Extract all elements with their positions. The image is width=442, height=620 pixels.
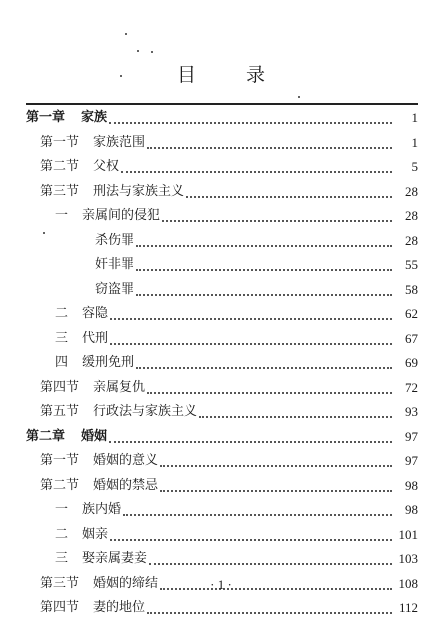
toc-entry-page: 101: [398, 526, 418, 542]
page-number-footer: · 1 ·: [210, 577, 232, 592]
dot-leader: [160, 441, 392, 467]
dot-leader: [147, 123, 392, 149]
toc-entry-label: [40, 376, 145, 400]
toc-entry-text: 家族范围: [93, 134, 146, 150]
toc-entry-page: 108: [398, 575, 418, 591]
toc-entry-text: 娶亲属妻妾: [82, 551, 148, 566]
toc-entry-number: 一: [55, 502, 69, 517]
toc-entry-label: [55, 547, 147, 571]
toc-entry-number: 四: [55, 355, 69, 370]
toc-entry-number: 第二节: [40, 477, 80, 493]
toc-entry-label: [55, 327, 108, 351]
toc-entry-text: 家族: [81, 110, 108, 125]
toc-entry-page: 98: [405, 502, 418, 517]
dot-leader: [110, 515, 392, 541]
toc-entry-label: [95, 253, 134, 277]
toc-entry-label: [26, 425, 107, 449]
dot-leader: [110, 294, 392, 320]
toc-entry-number: 一: [55, 208, 69, 223]
toc-entry-page: 103: [398, 551, 418, 566]
toc-entry-text: 亲属间的侵犯: [82, 208, 161, 223]
toc-entry-section: [40, 596, 418, 620]
toc-entry-text: 婚姻的缔结: [93, 575, 159, 591]
toc-entry-number: 第五节: [40, 404, 80, 419]
dot-leader: [186, 172, 392, 198]
toc-entry-page: 1: [411, 110, 418, 125]
toc-entry-number: 第一章: [26, 110, 66, 125]
toc-entry-text: 婚姻的意义: [93, 453, 159, 468]
toc-entry-number: 三: [55, 551, 69, 566]
scan-speck: [125, 33, 127, 35]
toc-entry-text: 族内婚: [82, 502, 122, 517]
toc-entry-label: [40, 449, 158, 473]
toc-entry-number: 第四节: [40, 600, 80, 615]
toc-entry-page: 67: [405, 330, 418, 346]
toc-entry-text: 缓刑免刑: [82, 355, 135, 370]
toc-entry-text: 窃盗罪: [95, 281, 135, 297]
toc-entry-text: 代刑: [82, 330, 109, 346]
toc-entry-label: [40, 155, 119, 179]
toc-title: [0, 60, 442, 87]
toc-entry-text: 杀伤罪: [95, 232, 135, 248]
scan-speck: [137, 50, 139, 52]
toc-entry-number: 第二节: [40, 159, 80, 174]
toc-entry-number: 第二章: [26, 428, 66, 444]
toc-title-left: 目: [176, 64, 196, 86]
dot-leader: [109, 417, 392, 443]
toc-title-right: 录: [246, 64, 266, 86]
scan-speck: [151, 51, 153, 53]
toc-entry-page: 112: [398, 600, 418, 615]
toc-entry-number: 第三节: [40, 575, 80, 591]
toc-entry-text: 妻的地位: [93, 600, 146, 615]
toc-entry-text: 姻亲: [82, 526, 109, 542]
dot-leader: [109, 98, 392, 124]
toc-entry-page: 58: [405, 281, 418, 297]
toc-entry-text: 婚姻: [81, 428, 108, 444]
toc-entry-text: 婚姻的禁忌: [93, 477, 159, 493]
dot-leader: [136, 343, 392, 369]
toc-entry-page: 69: [405, 355, 418, 370]
toc-entry-page: 1: [411, 134, 418, 150]
toc-entry-label: [55, 523, 108, 547]
toc-entry-page: 28: [405, 232, 418, 248]
toc-entry-page: 98: [405, 477, 418, 493]
toc-entry-page: 28: [405, 208, 418, 223]
toc-entry-page: 62: [405, 306, 418, 321]
toc-entry-page: 72: [405, 379, 418, 395]
dot-leader: [121, 147, 392, 173]
toc-entry-label: [26, 106, 107, 130]
toc-entry-text: 行政法与家族主义: [93, 404, 198, 419]
toc-entry-number: 三: [55, 330, 69, 346]
dot-leader: [147, 368, 392, 394]
dot-leader: [136, 221, 392, 247]
scan-speck: [43, 232, 45, 234]
toc-entry-number: 第四节: [40, 379, 80, 395]
dot-leader: [136, 270, 392, 296]
dot-leader: [160, 466, 392, 492]
toc-entry-page: 97: [405, 453, 418, 468]
toc-entry-page: 28: [405, 183, 418, 199]
toc-entry-text: 奸非罪: [95, 257, 135, 272]
toc-entry-text: 父权: [93, 159, 120, 174]
toc-entry-number: 第三节: [40, 183, 80, 199]
toc-entry-text: 亲属复仇: [93, 379, 146, 395]
dot-leader: [136, 245, 392, 271]
toc-entry-label: [55, 351, 134, 375]
toc-entry-number: 二: [55, 306, 69, 321]
toc-entry-number: 第一节: [40, 453, 80, 468]
toc-entry-label: [40, 596, 145, 620]
toc-entry-label: [95, 229, 134, 253]
toc-entry-page: 93: [405, 404, 418, 419]
dot-leader: [110, 319, 392, 345]
dot-leader: [162, 196, 392, 222]
toc-entry-page: 5: [411, 159, 418, 174]
dot-leader: [123, 490, 392, 516]
toc-entry-page: 97: [405, 428, 418, 444]
toc-entry-number: 二: [55, 526, 69, 542]
dot-leader: [149, 539, 392, 565]
toc-entry-label: [55, 302, 108, 326]
dot-leader: [199, 392, 392, 418]
toc-entry-page: 55: [405, 257, 418, 272]
toc-entry-number: 第一节: [40, 134, 80, 150]
toc-entry-text: 容隐: [82, 306, 109, 321]
toc-entry-text: 刑法与家族主义: [93, 183, 185, 199]
